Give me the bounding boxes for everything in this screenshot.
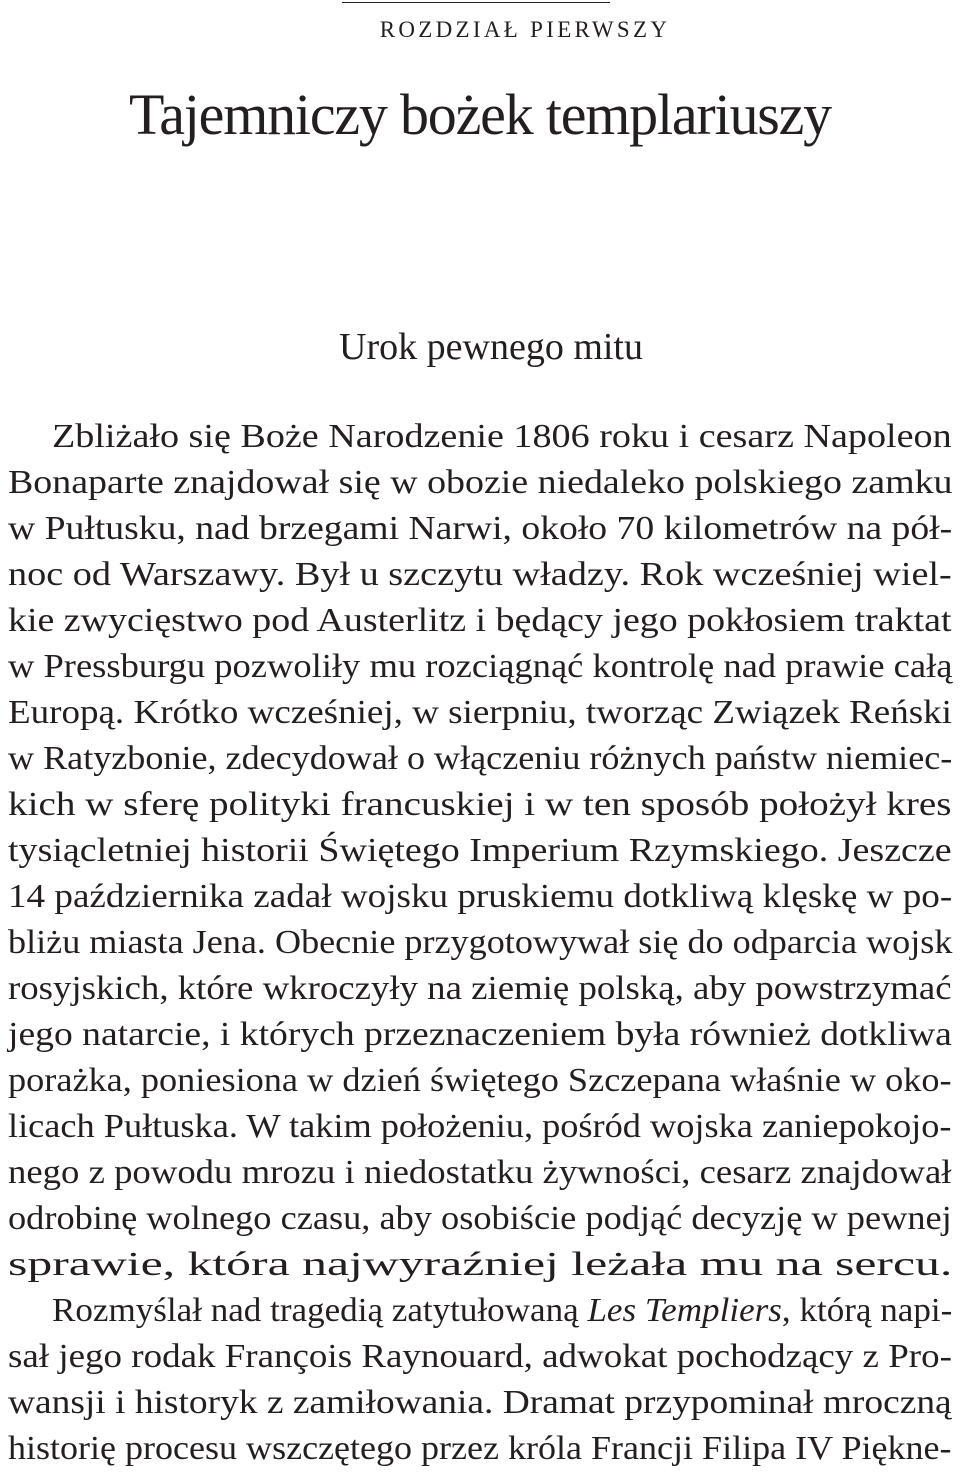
chapter-title: Tajemniczy bożek templariuszy: [129, 82, 831, 147]
text-line: sprawie, która najwyraźniej leżała mu na sercu.: [8, 1246, 953, 1283]
text-line: licach Pułtuska. W takim położeniu, pośród wojska zaniepokojo-: [8, 1108, 952, 1145]
header-rule: [342, 2, 610, 3]
work-title: Les Templiers: [587, 1292, 782, 1329]
text-line: kie zwycięstwo pod Austerlitz i będący jego pokłosiem traktat: [8, 602, 952, 639]
text-line: jego natarcie, i których przeznaczeniem była również dotkliwa: [8, 1016, 952, 1053]
text-line: rosyjskich, które wkroczyły na ziemię polską, aby powstrzymać: [8, 970, 952, 1007]
text-line: nego z powodu mrozu i niedostatku żywności, cesarz znajdował: [8, 1154, 952, 1191]
text-line: [52, 1288, 952, 1334]
text-line: wansji i historyk z zamiłowania. Dramat przypominał mroczną: [8, 1384, 952, 1421]
text-line: porażka, poniesiona w dzień świętego Szczepana właśnie w oko-: [8, 1062, 952, 1099]
text-segment: , którą napi-: [781, 1292, 953, 1329]
text-line: 14 października zadał wojsku pruskiemu dotkliwą klęskę w po-: [8, 878, 953, 915]
text-line: Zbliżało się Boże Narodzenie 1806 roku i cesarz Napoleon: [52, 418, 952, 455]
text-line: kich w sferę polityki francuskiej i w ten sposób położył kres: [8, 786, 952, 823]
text-line: noc od Warszawy. Był u szczytu władzy. Rok wcześniej wiel-: [8, 556, 952, 593]
text-line: sał jego rodak François Raynouard, adwokat pochodzący z Pro-: [8, 1338, 952, 1375]
text-line: odrobinę wolnego czasu, aby osobiście podjąć decyzję w pewnej: [8, 1200, 952, 1237]
text-line: Bonaparte znajdował się w obozie niedaleko polskiego zamku: [8, 464, 953, 501]
text-line: w Pułtusku, nad brzegami Narwi, około 70 kilometrów na pół-: [8, 510, 953, 547]
text-line: Europą. Krótko wcześniej, w sierpniu, tworząc Związek Reński: [8, 694, 952, 731]
text-line: historię procesu wszczętego przez króla Francji Filipa IV Piękne-: [8, 1430, 952, 1467]
chapter-label: ROZDZIAŁ PIERWSZY: [379, 17, 671, 42]
section-title: Urok pewnego mitu: [339, 326, 643, 368]
text-line: tysiącletniej historii Świętego Imperium Rzymskiego. Jeszcze: [8, 832, 952, 869]
text-segment: Rozmyślał nad tragedią zatytułowaną: [52, 1292, 588, 1329]
text-line: w Ratyzbonie, zdecydował o włączeniu różnych państw niemiec-: [8, 740, 953, 777]
text-line: w Pressburgu pozwoliły mu rozciągnąć kontrolę nad prawie całą: [8, 648, 953, 685]
text-line: bliżu miasta Jena. Obecnie przygotowywał się do odparcia wojsk: [8, 924, 953, 961]
